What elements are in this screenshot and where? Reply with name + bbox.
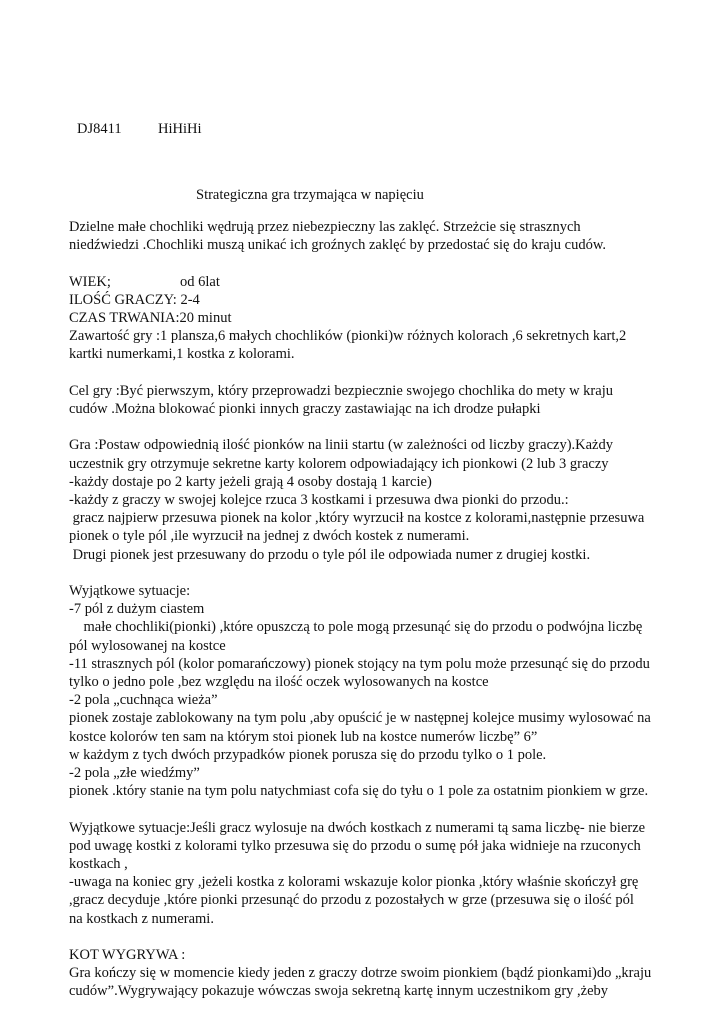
win-heading: KOT WYGRYWA : xyxy=(69,947,186,964)
players-line: ILOŚĆ GRACZY: 2-4 xyxy=(69,291,200,308)
contents-line: Zawartość gry :1 plansza,6 małych chochlików (pionki)w różnych kolorach ,6 sekretnych kart,2 xyxy=(69,328,627,345)
gameplay-line: gracz najpierw przesuwa pionek na kolor ,który wyrzucił na kostce z kolorami,następnie przesuwa xyxy=(69,510,645,527)
gameplay-line: pionek o tyle pól ,ile wyrzucił na jednej z dwóch kostek z numerami. xyxy=(69,528,470,545)
age-label: WIEK; xyxy=(69,273,111,290)
special2-line: ,gracz decyduje ,które pionki przesunąć do przodu z pozostałych w grze (przesuwa się o ilość pól xyxy=(69,892,634,909)
product-name: HiHiHi xyxy=(158,121,202,137)
special2-line: pod uwagę kostki z kolorami tylko przesuwa się do przodu o sumę pół jaka widnieje na rzuconych xyxy=(69,837,641,854)
special-line: -11 strasznych pól (kolor pomarańczowy) pionek stojący na tym polu może przesunąć się do przodu xyxy=(69,655,650,672)
special2-line: na kostkach z numerami. xyxy=(69,910,214,927)
gameplay-line: Drugi pionek jest przesuwany do przodu o tyle pól ile odpowiada numer z drugiej kostki. xyxy=(69,546,591,563)
age-line xyxy=(69,273,669,291)
duration-line: CZAS TRWANIA:20 minut xyxy=(69,310,232,326)
gameplay-line: -każdy z graczy w swojej kolejce rzuca 3 kostkami i przesuwa dwa pionki do przodu.: xyxy=(69,492,569,508)
contents-line: kartki numerkami,1 kostka z kolorami. xyxy=(69,346,295,363)
win-line: Gra kończy się w momencie kiedy jeden z graczy dotrze swoim pionkiem (bądź pionkami)do „kraju xyxy=(69,965,652,982)
special-line: małe chochliki(pionki) ,które opuszczą to pole mogą przesunąć się do przodu o podwójna liczbę xyxy=(69,619,643,636)
special-line: w każdym z tych dwóch przypadków pionek porusza się do przodu tylko o 1 pole. xyxy=(69,746,547,763)
special2-line: Wyjątkowe sytuacje:Jeśli gracz wylosuje na dwóch kostkach z numerami tą sama liczbę- nie bierze xyxy=(69,819,646,836)
intro-line: Dzielne małe chochliki wędrują przez niebezpieczny las zaklęć. Strzeżcie się strasznych xyxy=(69,219,581,235)
gameplay-line: uczestnik gry otrzymuje sekretne karty kolorem odpowiadający ich pionkowi (2 lub 3 graczy xyxy=(69,455,609,472)
goal-line: cudów .Można blokować pionki innych graczy zastawiając na ich drodze pułapki xyxy=(69,401,541,417)
product-code: DJ8411 xyxy=(77,121,122,137)
special-line: pionek .który stanie na tym polu natychmiast cofa się do tyłu o 1 pole za ostatnim pionkiem w grze. xyxy=(69,783,649,800)
document-header xyxy=(77,120,202,138)
special-line: kostce kolorów ten sam na którym stoi pionek lub na kostce numerów liczbę” 6” xyxy=(69,728,538,745)
special-line: Wyjątkowe sytuacje: xyxy=(69,583,191,599)
win-line: cudów”.Wygrywający pokazuje wówczas swoja sekretną kartę innym uczestnikom gry ,żeby xyxy=(69,983,609,1000)
special-line: -7 pól z dużym ciastem xyxy=(69,601,205,618)
document-title: Strategiczna gra trzymająca w napięciu xyxy=(196,187,424,203)
age-value: od 6lat xyxy=(180,273,220,290)
goal-line: Cel gry :Być pierwszym, który przeprowadzi bezpiecznie swojego chochlika do mety w kraju xyxy=(69,382,613,399)
special2-line: kostkach , xyxy=(69,856,128,873)
special-line: pionek zostaje zablokowany na tym polu ,aby opuścić je w następnej kolejce musimy wylosować na xyxy=(69,710,651,727)
special-line: -2 pola „cuchnąca wieża” xyxy=(69,692,218,709)
gameplay-line: -każdy dostaje po 2 karty jeżeli grają 4 osoby dostają 1 karcie) xyxy=(69,473,432,490)
gameplay-line: Gra :Postaw odpowiednią ilość pionków na linii startu (w zależności od liczby graczy).Każdy xyxy=(69,437,613,454)
special2-line: -uwaga na koniec gry ,jeżeli kostka z kolorami wskazuje kolor pionka ,który właśnie skończył grę xyxy=(69,874,639,891)
special-line: tylko o jedno pole ,bez względu na ilość oczek wylosowanych na kostce xyxy=(69,674,489,691)
intro-line: niedźwiedzi .Chochliki muszą unikać ich groźnych zaklęć by przedostać się do kraju cudów. xyxy=(69,237,606,254)
special-line: -2 pola „złe wiedźmy” xyxy=(69,765,200,782)
document-body xyxy=(69,218,669,1001)
special-line: pól wylosowanej na kostce xyxy=(69,637,226,654)
